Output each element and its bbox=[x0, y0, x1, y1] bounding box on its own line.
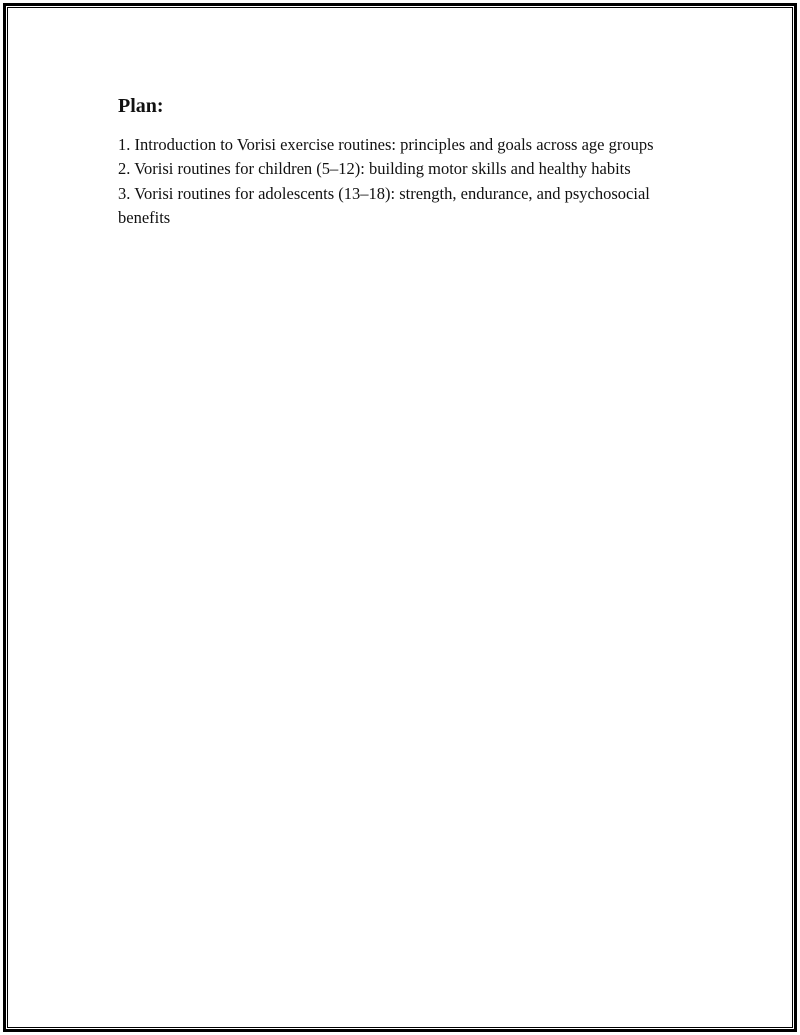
plan-item-number: 3. bbox=[118, 183, 131, 203]
plan-list bbox=[118, 133, 678, 230]
plan-item-3 bbox=[118, 182, 678, 231]
plan-item-text: Introduction to Vorisi exercise routines: principles and goals across age groups bbox=[134, 135, 654, 154]
plan-item-number: 2. bbox=[118, 159, 131, 179]
document-body bbox=[118, 94, 678, 230]
plan-item-number: 1. bbox=[118, 135, 131, 154]
plan-item-text: Vorisi routines for children (5–12): building motor skills and healthy habits bbox=[134, 159, 631, 179]
plan-item-1 bbox=[118, 133, 678, 157]
plan-item-2 bbox=[118, 157, 678, 181]
plan-heading: Plan: bbox=[118, 95, 164, 117]
plan-item-text: Vorisi routines for adolescents (13–18): strength, endurance, and psychosocial benefits bbox=[118, 183, 650, 227]
